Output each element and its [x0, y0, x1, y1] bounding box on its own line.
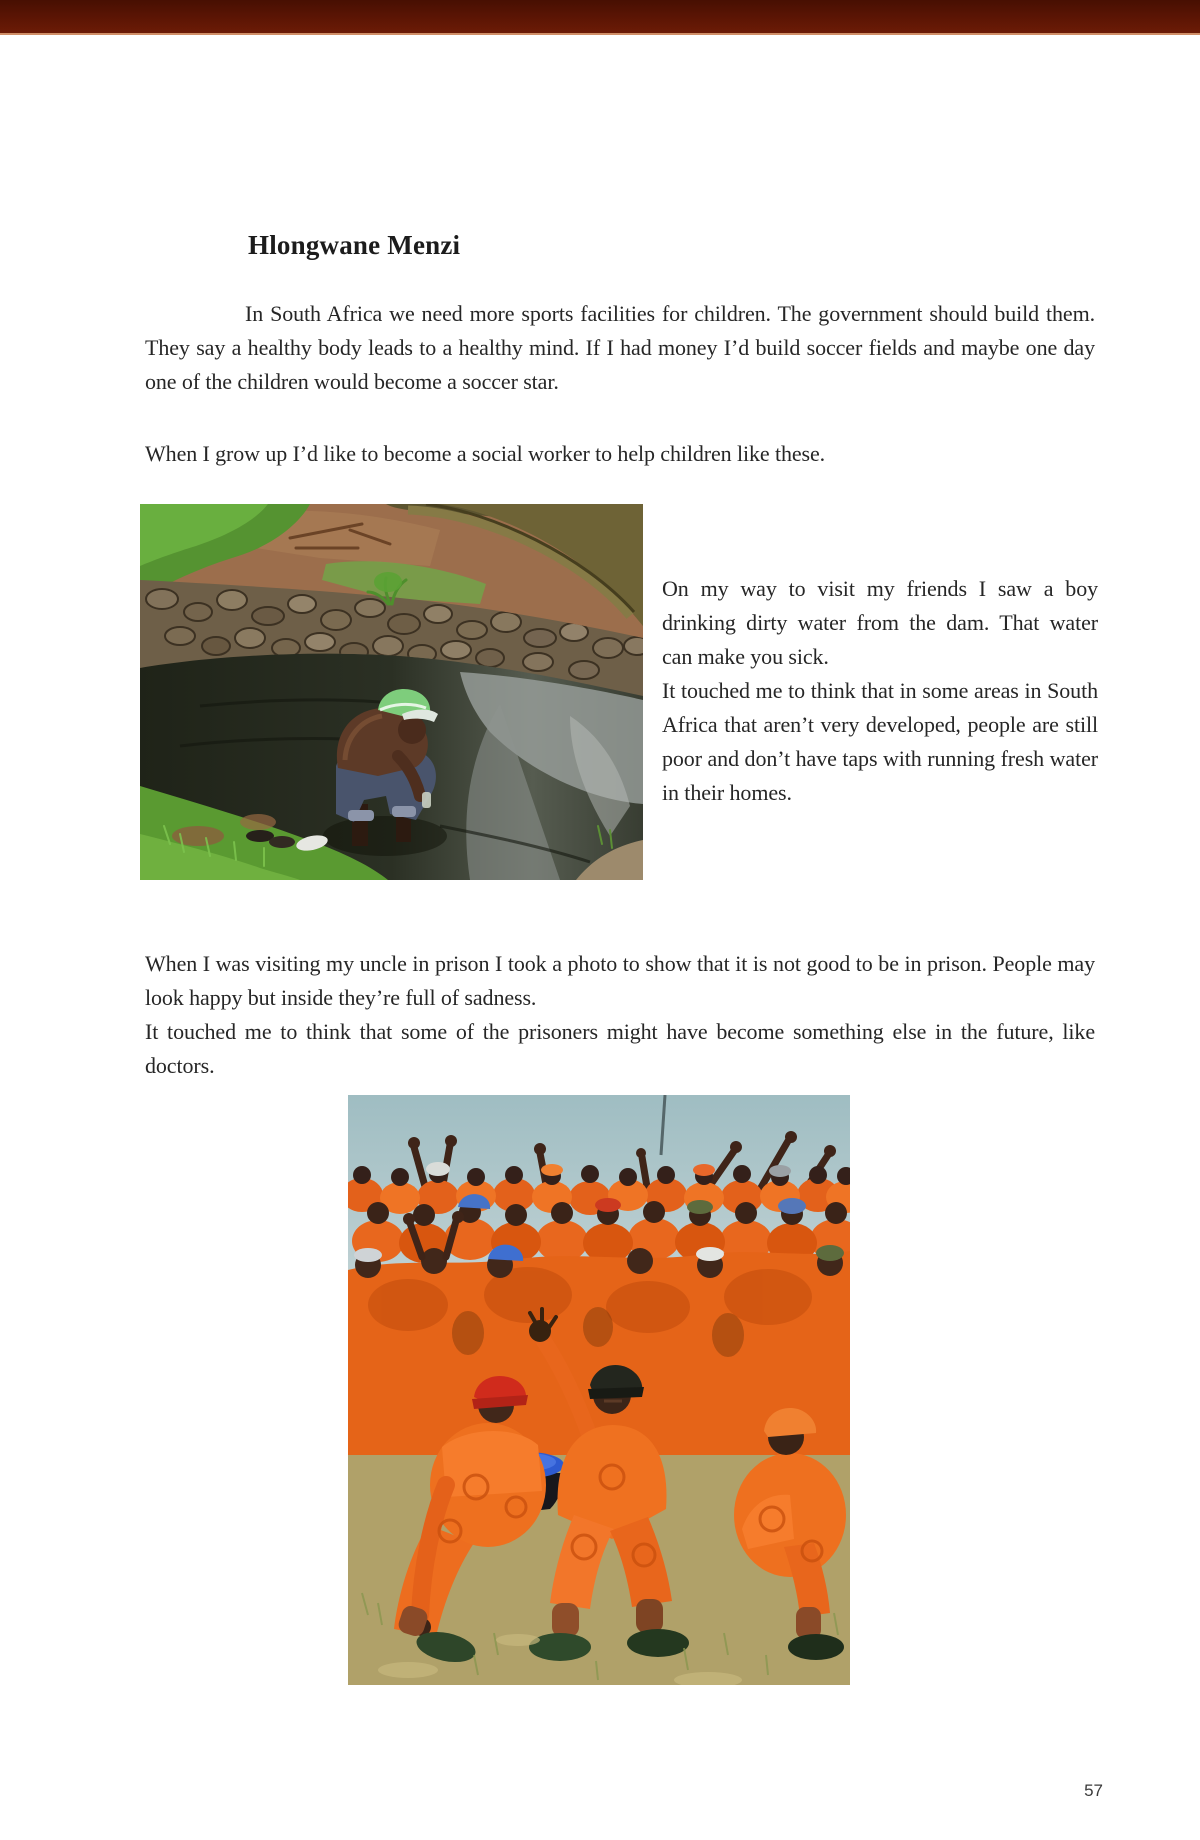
paragraph-prison-visit: When I was visiting my uncle in prison I took a photo to show that it is not good to be in prison. People may look happy but inside they’re full of sadness.	[145, 951, 1095, 1010]
paragraph-prisoners-future: It touched me to think that some of the prisoners might have become something else in the future, like doctors.	[145, 1019, 1095, 1078]
article-title-text: Hlongwane Menzi	[248, 230, 461, 260]
paragraph-social-worker: When I grow up I’d like to become a social worker to help children like these.	[145, 441, 826, 466]
paragraph-dirty-water: On my way to visit my friends I saw a boy drinking dirty water from the dam. That water can make you sick.	[662, 576, 1098, 669]
top-maroon-bar	[0, 0, 1200, 35]
photo-side-text	[662, 572, 1098, 810]
prisoners-photo-illustration	[348, 1095, 850, 1685]
article-title	[248, 230, 460, 261]
photo-boy-drinking-dirty-water	[140, 504, 643, 880]
paragraph-no-taps: It touched me to think that in some areas in South Africa that aren’t very developed, people are still poor and don’t have taps with running fresh water in their homes.	[662, 678, 1098, 805]
paragraph-sports-facilities: In South Africa we need more sports facilities for children. The government should build them. They say a healthy body leads to a healthy mind. If I had money I’d build soccer fields and maybe one day one of the children would become a soccer star.	[145, 301, 1095, 394]
photo-prisoners-group	[348, 1095, 850, 1685]
stream-photo-illustration	[140, 504, 643, 880]
prison-paragraphs	[145, 947, 1095, 1083]
page-number: 57	[1084, 1781, 1103, 1800]
